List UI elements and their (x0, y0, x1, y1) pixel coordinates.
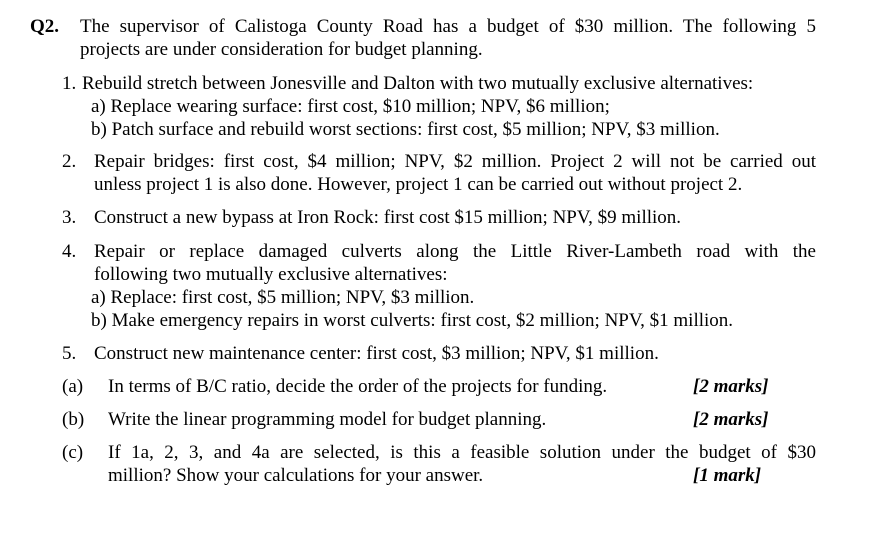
project-5-text: Construct new maintenance center: first cost, $3 million; NPV, $1 million. (94, 343, 659, 364)
project-2-text-line-1: Repair bridges: first cost, $4 million; NPV, $2 million. Project 2 will not be carried out (94, 151, 816, 172)
part-c-text-line-1: If 1a, 2, 3, and 4a are selected, is this a feasible solution under the budget of $30 (108, 442, 816, 463)
project-4-alternative-b: b) Make emergency repairs in worst culverts: first cost, $2 million; NPV, $1 million. (91, 310, 734, 331)
project-1-alternative-a: a) Replace wearing surface: first cost, $10 million; NPV, $6 million; (91, 96, 610, 117)
project-4-text-line-1: Repair or replace damaged culverts along the Little River-Lambeth road with the (94, 241, 816, 262)
project-4-alternative-a: a) Replace: first cost, $5 million; NPV, $3 million. (91, 287, 475, 308)
part-b-marks: [2 marks] (693, 409, 769, 430)
project-2-text-line-2: unless project 1 is also done. However, project 1 can be carried out without project 2. (94, 174, 743, 195)
question-intro-line-2: projects are under consideration for budget planning. (80, 39, 483, 60)
project-5-number: 5. (62, 343, 77, 364)
project-4-text-line-2: following two mutually exclusive alternatives: (94, 264, 448, 285)
part-a-marks: [2 marks] (693, 376, 769, 397)
project-2-number: 2. (62, 151, 77, 172)
part-b-text: Write the linear programming model for budget planning. (108, 409, 547, 430)
part-c-marks: [1 mark] (693, 465, 762, 486)
project-1-number: 1. (62, 73, 77, 94)
project-3-text: Construct a new bypass at Iron Rock: first cost $15 million; NPV, $9 million. (94, 207, 682, 228)
question-number: Q2. (30, 16, 60, 37)
part-c-label: (c) (62, 442, 84, 463)
part-b-label: (b) (62, 409, 85, 430)
part-a-text: In terms of B/C ratio, decide the order of the projects for funding. (108, 376, 608, 397)
part-c-text-line-2: million? Show your calculations for your answer. (108, 465, 484, 486)
project-1-text: Rebuild stretch between Jonesville and Dalton with two mutually exclusive alternatives: (82, 73, 754, 94)
project-4-number: 4. (62, 241, 77, 262)
part-a-label: (a) (62, 376, 84, 397)
project-1-alternative-b: b) Patch surface and rebuild worst sections: first cost, $5 million; NPV, $3 million. (91, 119, 720, 140)
question-intro-line-1: The supervisor of Calistoga County Road has a budget of $30 million. The following 5 (80, 16, 816, 37)
project-3-number: 3. (62, 207, 77, 228)
